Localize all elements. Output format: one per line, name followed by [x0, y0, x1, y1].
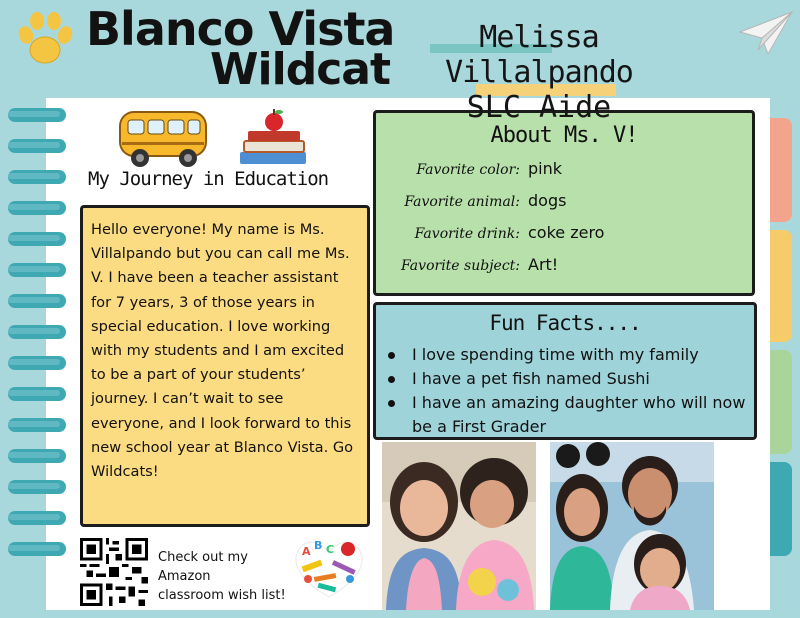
spiral-ring: [8, 449, 66, 463]
divider-tab-green: [770, 350, 792, 454]
spiral-ring: [8, 387, 66, 401]
about-title: About Ms. V!: [490, 123, 638, 148]
fun-fact-item: I have a pet fish named Sushi: [376, 367, 754, 391]
staff-role: SLC Aide: [466, 90, 612, 125]
qr-code[interactable]: [80, 538, 148, 606]
journey-heading: My Journey in Education: [88, 168, 329, 190]
spiral-ring: [8, 418, 66, 432]
svg-text:C: C: [326, 543, 335, 556]
spiral-ring: [8, 480, 66, 494]
family-photo: [550, 442, 714, 610]
about-me-box: [373, 110, 755, 296]
divider-tab-teal: [770, 462, 792, 556]
school-bus-icon: [116, 104, 212, 170]
favorite-value: Art!: [528, 255, 559, 274]
spiral-ring: [8, 108, 66, 122]
fun-fact-item: I have an amazing daughter who will now be a First Grader: [376, 391, 754, 439]
spiral-binding: [8, 108, 68, 573]
spiral-ring: [8, 263, 66, 277]
intro-story-box: [80, 205, 370, 527]
favorite-label: Favorite subject:: [401, 258, 520, 274]
favorite-label: Favorite color:: [416, 162, 520, 178]
favorite-row: [376, 221, 756, 249]
favorite-value: coke zero: [528, 223, 605, 242]
fun-facts-title: Fun Facts....: [489, 311, 641, 335]
paper-plane-icon: [738, 10, 794, 56]
spiral-ring: [8, 294, 66, 308]
title-line-2: Wildcat: [210, 44, 390, 95]
wishlist-line-3: classroom wish list!: [158, 588, 286, 603]
spiral-ring: [8, 170, 66, 184]
spiral-ring: [8, 511, 66, 525]
favorite-row: [376, 253, 756, 281]
spiral-ring: [8, 232, 66, 246]
fun-fact-item: I love spending time with my family: [376, 343, 754, 367]
school-supplies-heart-icon: [288, 535, 370, 601]
spiral-ring: [8, 201, 66, 215]
favorite-value: pink: [528, 159, 563, 178]
wishlist-line-2: Amazon: [158, 569, 211, 584]
title-line-1: Blanco Vista: [86, 2, 395, 56]
paw-print-icon: [14, 10, 76, 70]
staff-name: Melissa Villalpando: [445, 20, 633, 90]
fun-facts-box: [373, 302, 757, 440]
favorite-row: [376, 189, 756, 217]
wishlist-line-1: Check out my: [158, 550, 248, 565]
favorite-label: Favorite drink:: [414, 226, 520, 242]
spiral-ring: [8, 139, 66, 153]
intro-story-text: Hello everyone! My name is Ms. Villalpando but you can call me Ms. V. I have been a teacher assistant for 7 years, 3 of those years in special education. I love working with my students and I am excited to be a part of your students’ journey. I can’t wait to see everyone, and I look forward to this new school year at Blanco Vista. Go Wildcats!: [91, 221, 354, 481]
school-title: [86, 2, 395, 95]
photo-with-daughter: [382, 442, 536, 610]
favorite-row: [376, 157, 756, 185]
favorite-value: dogs: [528, 191, 567, 210]
fun-facts-list: [376, 343, 754, 439]
spiral-ring: [8, 542, 66, 556]
books-apple-icon: [236, 108, 310, 168]
svg-text:A: A: [302, 545, 311, 558]
staff-name-block: [410, 20, 668, 125]
favorite-label: Favorite animal:: [404, 194, 520, 210]
svg-text:B: B: [314, 539, 323, 552]
spiral-ring: [8, 356, 66, 370]
spiral-ring: [8, 325, 66, 339]
divider-tab-coral: [770, 118, 792, 222]
divider-tab-yellow: [770, 230, 792, 342]
wishlist-text[interactable]: [158, 548, 308, 605]
